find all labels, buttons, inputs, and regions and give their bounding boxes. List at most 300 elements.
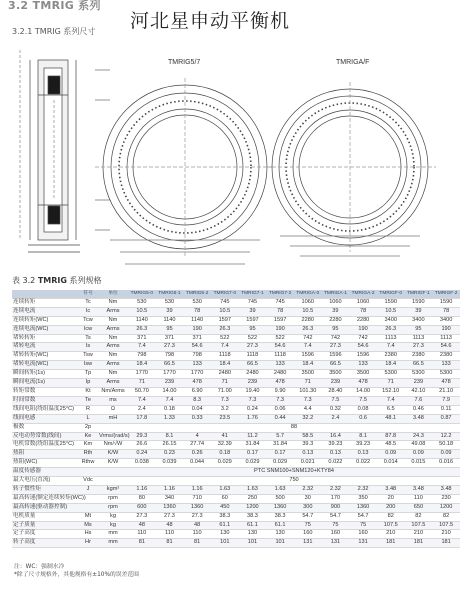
table-row: [12, 539, 460, 548]
table-cell: 7.4: [294, 343, 322, 352]
table-cell: 210: [405, 530, 433, 539]
table-cell: 131: [294, 539, 322, 548]
table-cell: 1596: [294, 352, 322, 361]
table-cell: 71: [211, 379, 239, 388]
row-label: 堵转电流(WC): [12, 361, 78, 370]
column-header: TMRIGA·0: [294, 290, 322, 298]
table-cell: 24.3: [405, 432, 433, 441]
table-cell: 5300: [405, 370, 433, 379]
table-cell: 131: [322, 539, 350, 548]
table-cell: 1.16: [128, 485, 156, 494]
table-cell: 78: [349, 307, 377, 316]
table-cell: 75: [294, 521, 322, 530]
section-subheading: 3.2.1 TMRIG 系列尺寸: [12, 27, 96, 36]
table-cell: 1113: [432, 334, 460, 343]
column-header: TMRIG5·0: [128, 290, 156, 298]
row-label: 连续转矩(WC): [12, 316, 78, 325]
table-cell: 1.33: [156, 414, 184, 423]
table-cell: 1.16: [183, 485, 211, 494]
table-cell: 0.6: [349, 414, 377, 423]
table-cell: 0.17: [266, 450, 294, 459]
table-cell: 1770: [128, 370, 156, 379]
table-cell: Nm/Arms: [98, 387, 128, 396]
table-cell: Hr: [78, 539, 98, 548]
table-cell: Arms: [98, 325, 128, 334]
table-cell: 3400: [405, 316, 433, 325]
table-cell: 210: [432, 530, 460, 539]
table-cell: 7.4: [128, 343, 156, 352]
table-cell: 110: [156, 530, 184, 539]
table-cell: 8.1: [349, 432, 377, 441]
table-cell: 54.7: [322, 512, 350, 521]
table-cell: 1770: [183, 370, 211, 379]
table-cell: 38.3: [239, 512, 267, 521]
table-cell: 20: [377, 494, 405, 503]
table-cell: 81: [156, 539, 184, 548]
table-cell: 10.5: [294, 307, 322, 316]
table-row: [12, 512, 460, 521]
table-cell: [98, 477, 128, 486]
row-label: 电机质量: [12, 512, 78, 521]
row-label: 转子惯性矩: [12, 485, 78, 494]
row-label: 堵转转矩: [12, 334, 78, 343]
table-cell: 48: [183, 521, 211, 530]
table-cell: 1118: [266, 352, 294, 361]
dimension-drawings: [0, 40, 466, 272]
table-row: [12, 494, 460, 503]
table-cell: 1596: [322, 352, 350, 361]
table-cell: 31.84: [266, 441, 294, 450]
table-cell: 1140: [128, 316, 156, 325]
table-cell: 350: [349, 494, 377, 503]
table-cell: 0.029: [211, 459, 239, 468]
table-cell: Arms: [98, 343, 128, 352]
table-cell: 3.48: [432, 485, 460, 494]
table-cell: Ω: [98, 405, 128, 414]
table-cell: 478: [349, 379, 377, 388]
table-row: [12, 414, 460, 423]
table-cell: 650: [405, 503, 433, 512]
table-cell: 1.76: [239, 414, 267, 423]
table-cell: 60: [211, 494, 239, 503]
table-cell: 7.3: [294, 396, 322, 405]
table-cell: 54.6: [183, 343, 211, 352]
drawing-label-right: TMRIGA/F: [336, 59, 370, 66]
table-cell: 239: [405, 379, 433, 388]
table-cell: 6.5: [377, 405, 405, 414]
table-cell: 101: [266, 539, 294, 548]
table-cell: 32.39: [211, 441, 239, 450]
table-cell: 19.40: [239, 387, 267, 396]
table-cell: J: [78, 485, 98, 494]
row-label: 定子高度: [12, 530, 78, 539]
table-cell: 5300: [432, 370, 460, 379]
table-row: [12, 423, 460, 432]
table-cell: 71.00: [211, 387, 239, 396]
table-cell: 160: [322, 530, 350, 539]
table-cell: 371: [128, 334, 156, 343]
table-cell: 54.7: [294, 512, 322, 521]
table-cell: PTC SNM100+SNM120+KTY84: [128, 468, 460, 477]
table-cell: 7.9: [432, 396, 460, 405]
table-cell: 75: [322, 521, 350, 530]
table-cell: 0.24: [239, 405, 267, 414]
table-cell: Tc: [78, 298, 98, 307]
table-cell: 78: [432, 307, 460, 316]
table-row: [12, 343, 460, 352]
table-cell: 133: [349, 361, 377, 370]
row-label: 瞬间电流(1s): [12, 379, 78, 388]
table-cell: 27.3: [322, 343, 350, 352]
table-cell: 133: [432, 361, 460, 370]
table-cell: 340: [156, 494, 184, 503]
table-cell: 210: [377, 530, 405, 539]
table-cell: 0.13: [349, 450, 377, 459]
table-cell: Hs: [78, 530, 98, 539]
row-label: 线间电阻(绕组温度25°C): [12, 405, 78, 414]
table-row: [12, 370, 460, 379]
table-cell: Tp: [78, 370, 98, 379]
table-cell: 10.5: [128, 307, 156, 316]
table-cell: 0.029: [239, 459, 267, 468]
table-cell: 39.23: [322, 441, 350, 450]
table-cell: 2480: [211, 370, 239, 379]
table-cell: Vrms/(rad/s): [98, 432, 128, 441]
table-cell: 27.3: [128, 512, 156, 521]
table-cell: 2.4: [322, 414, 350, 423]
table-cell: 0.039: [156, 459, 184, 468]
table-cell: 1.63: [239, 485, 267, 494]
table-cell: 1060: [294, 298, 322, 307]
ring-drawing-right: [266, 82, 436, 256]
table-cell: 0.022: [349, 459, 377, 468]
table-cell: 1.63: [211, 485, 239, 494]
table-cell: 130: [211, 530, 239, 539]
table-cell: 0.021: [294, 459, 322, 468]
table-row: [12, 441, 460, 450]
table-cell: 160: [294, 530, 322, 539]
table-cell: 798: [183, 352, 211, 361]
table-cell: 27.74: [183, 441, 211, 450]
table-cell: R: [78, 405, 98, 414]
table-cell: 6.90: [183, 387, 211, 396]
table-cell: 7.4: [156, 396, 184, 405]
table-cell: 0.029: [266, 459, 294, 468]
table-cell: 2p: [78, 423, 98, 432]
table-cell: 750: [128, 477, 460, 486]
table-cell: 522: [239, 334, 267, 343]
table-cell: 478: [266, 379, 294, 388]
table-cell: 2.32: [349, 485, 377, 494]
table-cell: 38.3: [266, 512, 294, 521]
table-cell: 371: [183, 334, 211, 343]
table-cell: 742: [349, 334, 377, 343]
table-cell: 1590: [432, 298, 460, 307]
table-cell: 239: [322, 379, 350, 388]
table-cell: 0.18: [156, 405, 184, 414]
table-cell: 1.16: [156, 485, 184, 494]
table-cell: 7.5: [349, 396, 377, 405]
table-cell: 3500: [349, 370, 377, 379]
table-cell: 39.23: [349, 441, 377, 450]
table-cell: 23.5: [211, 414, 239, 423]
table-cell: 160: [349, 530, 377, 539]
table-cell: 66.5: [156, 361, 184, 370]
table-cell: 48: [156, 521, 184, 530]
table-cell: mm: [98, 539, 128, 548]
table-cell: 190: [266, 325, 294, 334]
table-cell: Tsw: [78, 352, 98, 361]
table-cell: 2380: [377, 352, 405, 361]
table-cell: 50.18: [432, 441, 460, 450]
table-cell: Arms: [98, 307, 128, 316]
table-cell: 250: [239, 494, 267, 503]
column-header: TMRIGF·2: [432, 290, 460, 298]
table-cell: 742: [294, 334, 322, 343]
column-header: [12, 290, 78, 298]
table-cell: 2480: [239, 370, 267, 379]
column-header: TMRIGF·1: [405, 290, 433, 298]
table-cell: 1200: [432, 503, 460, 512]
table-cell: 1113: [405, 334, 433, 343]
table-cell: [78, 468, 98, 477]
row-label: 连续电流: [12, 307, 78, 316]
table-cell: kg: [98, 512, 128, 521]
row-label: 堵转转矩(WC): [12, 352, 78, 361]
table-header-row: [12, 290, 460, 298]
note-line: 注：WC：强制水冷: [14, 564, 65, 570]
table-row: [12, 387, 460, 396]
table-cell: Te: [78, 396, 98, 405]
table-cell: 2.32: [322, 485, 350, 494]
table-cell: [98, 468, 128, 477]
table-cell: 0.016: [432, 459, 460, 468]
table-cell: 11.2: [239, 432, 267, 441]
table-row: [12, 325, 460, 334]
table-cell: 478: [432, 379, 460, 388]
table-cell: 0.044: [183, 459, 211, 468]
table-cell: 1140: [156, 316, 184, 325]
table-cell: Nm: [98, 352, 128, 361]
table-row: [12, 503, 460, 512]
table-cell: 1113: [377, 334, 405, 343]
table-cell: 0.33: [183, 414, 211, 423]
table-cell: 3.48: [377, 485, 405, 494]
table-cell: 110: [183, 530, 211, 539]
table-cell: 0.022: [322, 459, 350, 468]
table-cell: 9.90: [266, 387, 294, 396]
table-cell: 32.2: [294, 414, 322, 423]
spec-table: [12, 290, 460, 548]
table-cell: 81: [183, 539, 211, 548]
table-cell: 522: [211, 334, 239, 343]
table-cell: 7.3: [266, 396, 294, 405]
row-label: 最高转速(驱动器控制): [12, 503, 78, 512]
table-cell: 95: [239, 325, 267, 334]
row-label: 堵转电流: [12, 343, 78, 352]
table-cell: 4.4: [294, 405, 322, 414]
cross-section-drawing: [20, 50, 110, 252]
table-cell: 1770: [156, 370, 184, 379]
table-cell: 80: [128, 494, 156, 503]
table-cell: 1596: [349, 352, 377, 361]
column-header: TMRIGA·1: [322, 290, 350, 298]
section-heading: 3.2 TMRIG 系列: [8, 0, 101, 12]
table-row: [12, 468, 460, 477]
table-cell: 50.70: [128, 387, 156, 396]
table-cell: 26.3: [294, 325, 322, 334]
table-cell: 7.4: [377, 396, 405, 405]
table-cell: 1118: [239, 352, 267, 361]
table-cell: 3.2: [211, 405, 239, 414]
table-cell: 14.00: [349, 387, 377, 396]
table-cell: 478: [183, 379, 211, 388]
table-cell: 0.17: [239, 450, 267, 459]
table-cell: Ip: [78, 379, 98, 388]
table-cell: 0.44: [266, 414, 294, 423]
table-cell: Icw: [78, 325, 98, 334]
table-cell: 28.40: [322, 387, 350, 396]
table-cell: 798: [156, 352, 184, 361]
table-cell: 130: [266, 530, 294, 539]
table-row: [12, 352, 460, 361]
table-cell: 10.5: [377, 307, 405, 316]
table-row: [12, 307, 460, 316]
table-cell: 54.6: [432, 343, 460, 352]
table-cell: 0.87: [432, 414, 460, 423]
table-cell: 522: [266, 334, 294, 343]
table-cell: ms: [98, 396, 128, 405]
table-cell: 1060: [349, 298, 377, 307]
table-cell: 0.46: [405, 405, 433, 414]
table-cell: 58.5: [294, 432, 322, 441]
table-cell: 152.10: [377, 387, 405, 396]
table-cell: 49.08: [405, 441, 433, 450]
table-cell: 798: [128, 352, 156, 361]
drawing-label-left: TMRIG5/7: [168, 59, 201, 66]
note-line: *除了尺寸规格外，其他规格有±10%的误差范围: [14, 572, 139, 578]
table-cell: 88: [128, 423, 460, 432]
table-cell: 39: [405, 307, 433, 316]
table-cell: 8.1: [156, 432, 184, 441]
table-cell: 1597: [266, 316, 294, 325]
table-cell: 170: [322, 494, 350, 503]
table-cell: 530: [128, 298, 156, 307]
table-cell: 500: [266, 494, 294, 503]
table-cell: Ic: [78, 307, 98, 316]
table-cell: 27.3: [183, 512, 211, 521]
table-cell: 27.3: [405, 343, 433, 352]
row-label: 定子质量: [12, 521, 78, 530]
table-cell: 42.10: [405, 387, 433, 396]
table-cell: 3400: [432, 316, 460, 325]
table-cell: 0.26: [183, 450, 211, 459]
ring-drawing-left: [95, 78, 275, 264]
column-header: TMRIG7·1: [239, 290, 267, 298]
table-cell: 2.32: [294, 485, 322, 494]
table-cell: K/W: [98, 459, 128, 468]
table-cell: Ke: [78, 432, 98, 441]
table-cell: Tcw: [78, 316, 98, 325]
column-header: TMRIG7·0: [211, 290, 239, 298]
table-cell: 39: [322, 307, 350, 316]
table-cell: Ms: [78, 521, 98, 530]
table-cell: 181: [377, 539, 405, 548]
table-cell: 900: [322, 503, 350, 512]
table-cell: 190: [349, 325, 377, 334]
table-row: [12, 316, 460, 325]
table-cell: 107.5: [377, 521, 405, 530]
table-cell: 0.24: [128, 450, 156, 459]
table-cell: 41: [211, 432, 239, 441]
table-cell: 0.13: [322, 450, 350, 459]
table-cell: 7.4: [211, 343, 239, 352]
table-cell: 3500: [294, 370, 322, 379]
table-cell: 0.18: [211, 450, 239, 459]
table-cell: 48: [128, 521, 156, 530]
table-cell: 27.3: [156, 512, 184, 521]
table-cell: 71: [128, 379, 156, 388]
table-cell: 66.5: [239, 361, 267, 370]
table-cell: Vdc: [78, 477, 98, 486]
table-cell: 54.7: [349, 512, 377, 521]
table-cell: 18.4: [128, 361, 156, 370]
table-cell: 2380: [405, 352, 433, 361]
table-cell: 239: [239, 379, 267, 388]
table-cell: 101: [211, 539, 239, 548]
table-cell: 30: [294, 494, 322, 503]
table-cell: 26.15: [156, 441, 184, 450]
table-cell: 1597: [239, 316, 267, 325]
table-cell: Rth: [78, 450, 98, 459]
table-cell: 26.3: [211, 325, 239, 334]
table-cell: L: [78, 414, 98, 423]
table-cell: 61.1: [239, 521, 267, 530]
table-cell: 26.3: [377, 325, 405, 334]
table-cell: 600: [128, 503, 156, 512]
table-cell: 26.6: [128, 441, 156, 450]
table-cell: 745: [239, 298, 267, 307]
table-cell: 31.84: [239, 441, 267, 450]
table-cell: 78: [183, 307, 211, 316]
row-label: 连续电流(WC): [12, 325, 78, 334]
table-cell: 18.4: [377, 361, 405, 370]
table-cell: 0.09: [377, 450, 405, 459]
table-cell: 3.48: [405, 414, 433, 423]
table-cell: 745: [266, 298, 294, 307]
table-cell: 0.015: [405, 459, 433, 468]
table-cell: 0.09: [405, 450, 433, 459]
table-cell: 54.6: [266, 343, 294, 352]
table-cell: 1140: [183, 316, 211, 325]
table-cell: 87.8: [377, 432, 405, 441]
table-cell: 745: [211, 298, 239, 307]
table-cell: 2.4: [128, 405, 156, 414]
table-cell: rpm: [98, 494, 128, 503]
table-row: [12, 432, 460, 441]
table-cell: 1200: [239, 503, 267, 512]
table-cell: 450: [211, 503, 239, 512]
table-cell: 3400: [377, 316, 405, 325]
table-cell: 71: [294, 379, 322, 388]
table-cell: 371: [156, 334, 184, 343]
column-header: 单位: [98, 290, 128, 298]
table-cell: Is: [78, 343, 98, 352]
table-cell: 95: [322, 325, 350, 334]
table-cell: 48.1: [377, 414, 405, 423]
table-cell: 27.3: [239, 343, 267, 352]
table-cell: Km: [78, 441, 98, 450]
